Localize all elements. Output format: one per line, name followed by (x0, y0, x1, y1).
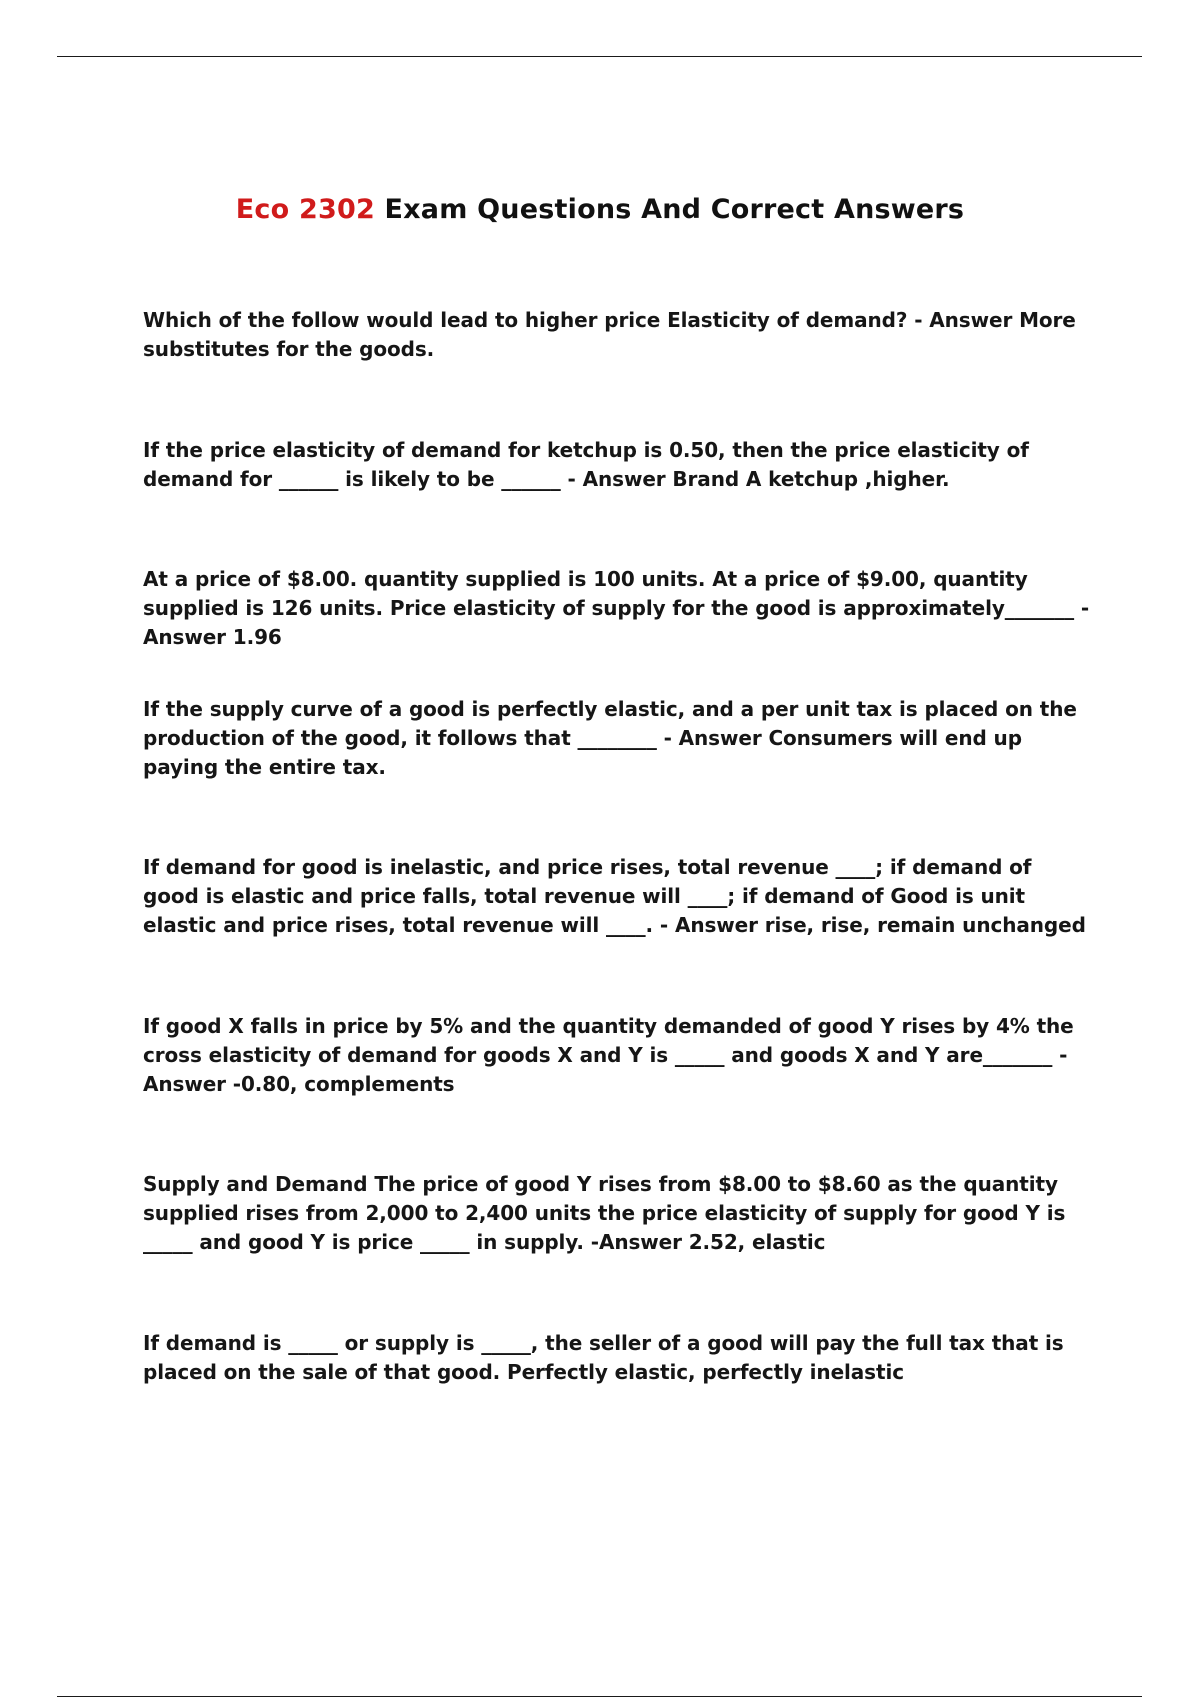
qa-item-6: If good X falls in price by 5% and the quantity demanded of good Y rises by 4% the cross elasticity of demand for goods X and Y is _____ and goods X and Y are_______ - Answer -0.80, complements (143, 1014, 1074, 1096)
title-text: Exam Questions And Correct Answers (374, 194, 965, 225)
qa-item-1: Which of the follow would lead to higher price Elasticity of demand? - Answer More substitutes for the goods. (143, 308, 1076, 361)
qa-item-8: If demand is _____ or supply is _____, the seller of a good will pay the full tax that is placed on the sale of that good. Perfectly elastic, perfectly inelastic (143, 1331, 1064, 1384)
qa-item-3: At a price of $8.00. quantity supplied is 100 units. At a price of $9.00, quantity supplied is 126 units. Price elasticity of supply for the good is approximately_______ - Answer 1.96 (143, 567, 1090, 649)
qa-item-2: If the price elasticity of demand for ketchup is 0.50, then the price elasticity of demand for ______ is likely to be ______ - Answer Brand A ketchup ,higher. (143, 438, 1029, 491)
qa-item-7: Supply and Demand The price of good Y rises from $8.00 to $8.60 as the quantity supplied rises from 2,000 to 2,400 units the price elasticity of supply for good Y is _____ and good Y is price _____ in supply. -Answer 2.52, elastic (143, 1172, 1066, 1254)
footer-rule (57, 1696, 1142, 1697)
title-course-code: Eco 2302 (235, 194, 375, 225)
qa-item-4: If the supply curve of a good is perfectly elastic, and a per unit tax is placed on the production of the good, it follows that ________ - Answer Consumers will end up paying the entire tax. (143, 697, 1077, 779)
qa-item-5: If demand for good is inelastic, and price rises, total revenue ____; if demand of good is elastic and price falls, total revenue will ____; if demand of Good is unit elastic and price rises, total revenue will ____. - Answer rise, rise, remain unchanged (143, 855, 1086, 937)
